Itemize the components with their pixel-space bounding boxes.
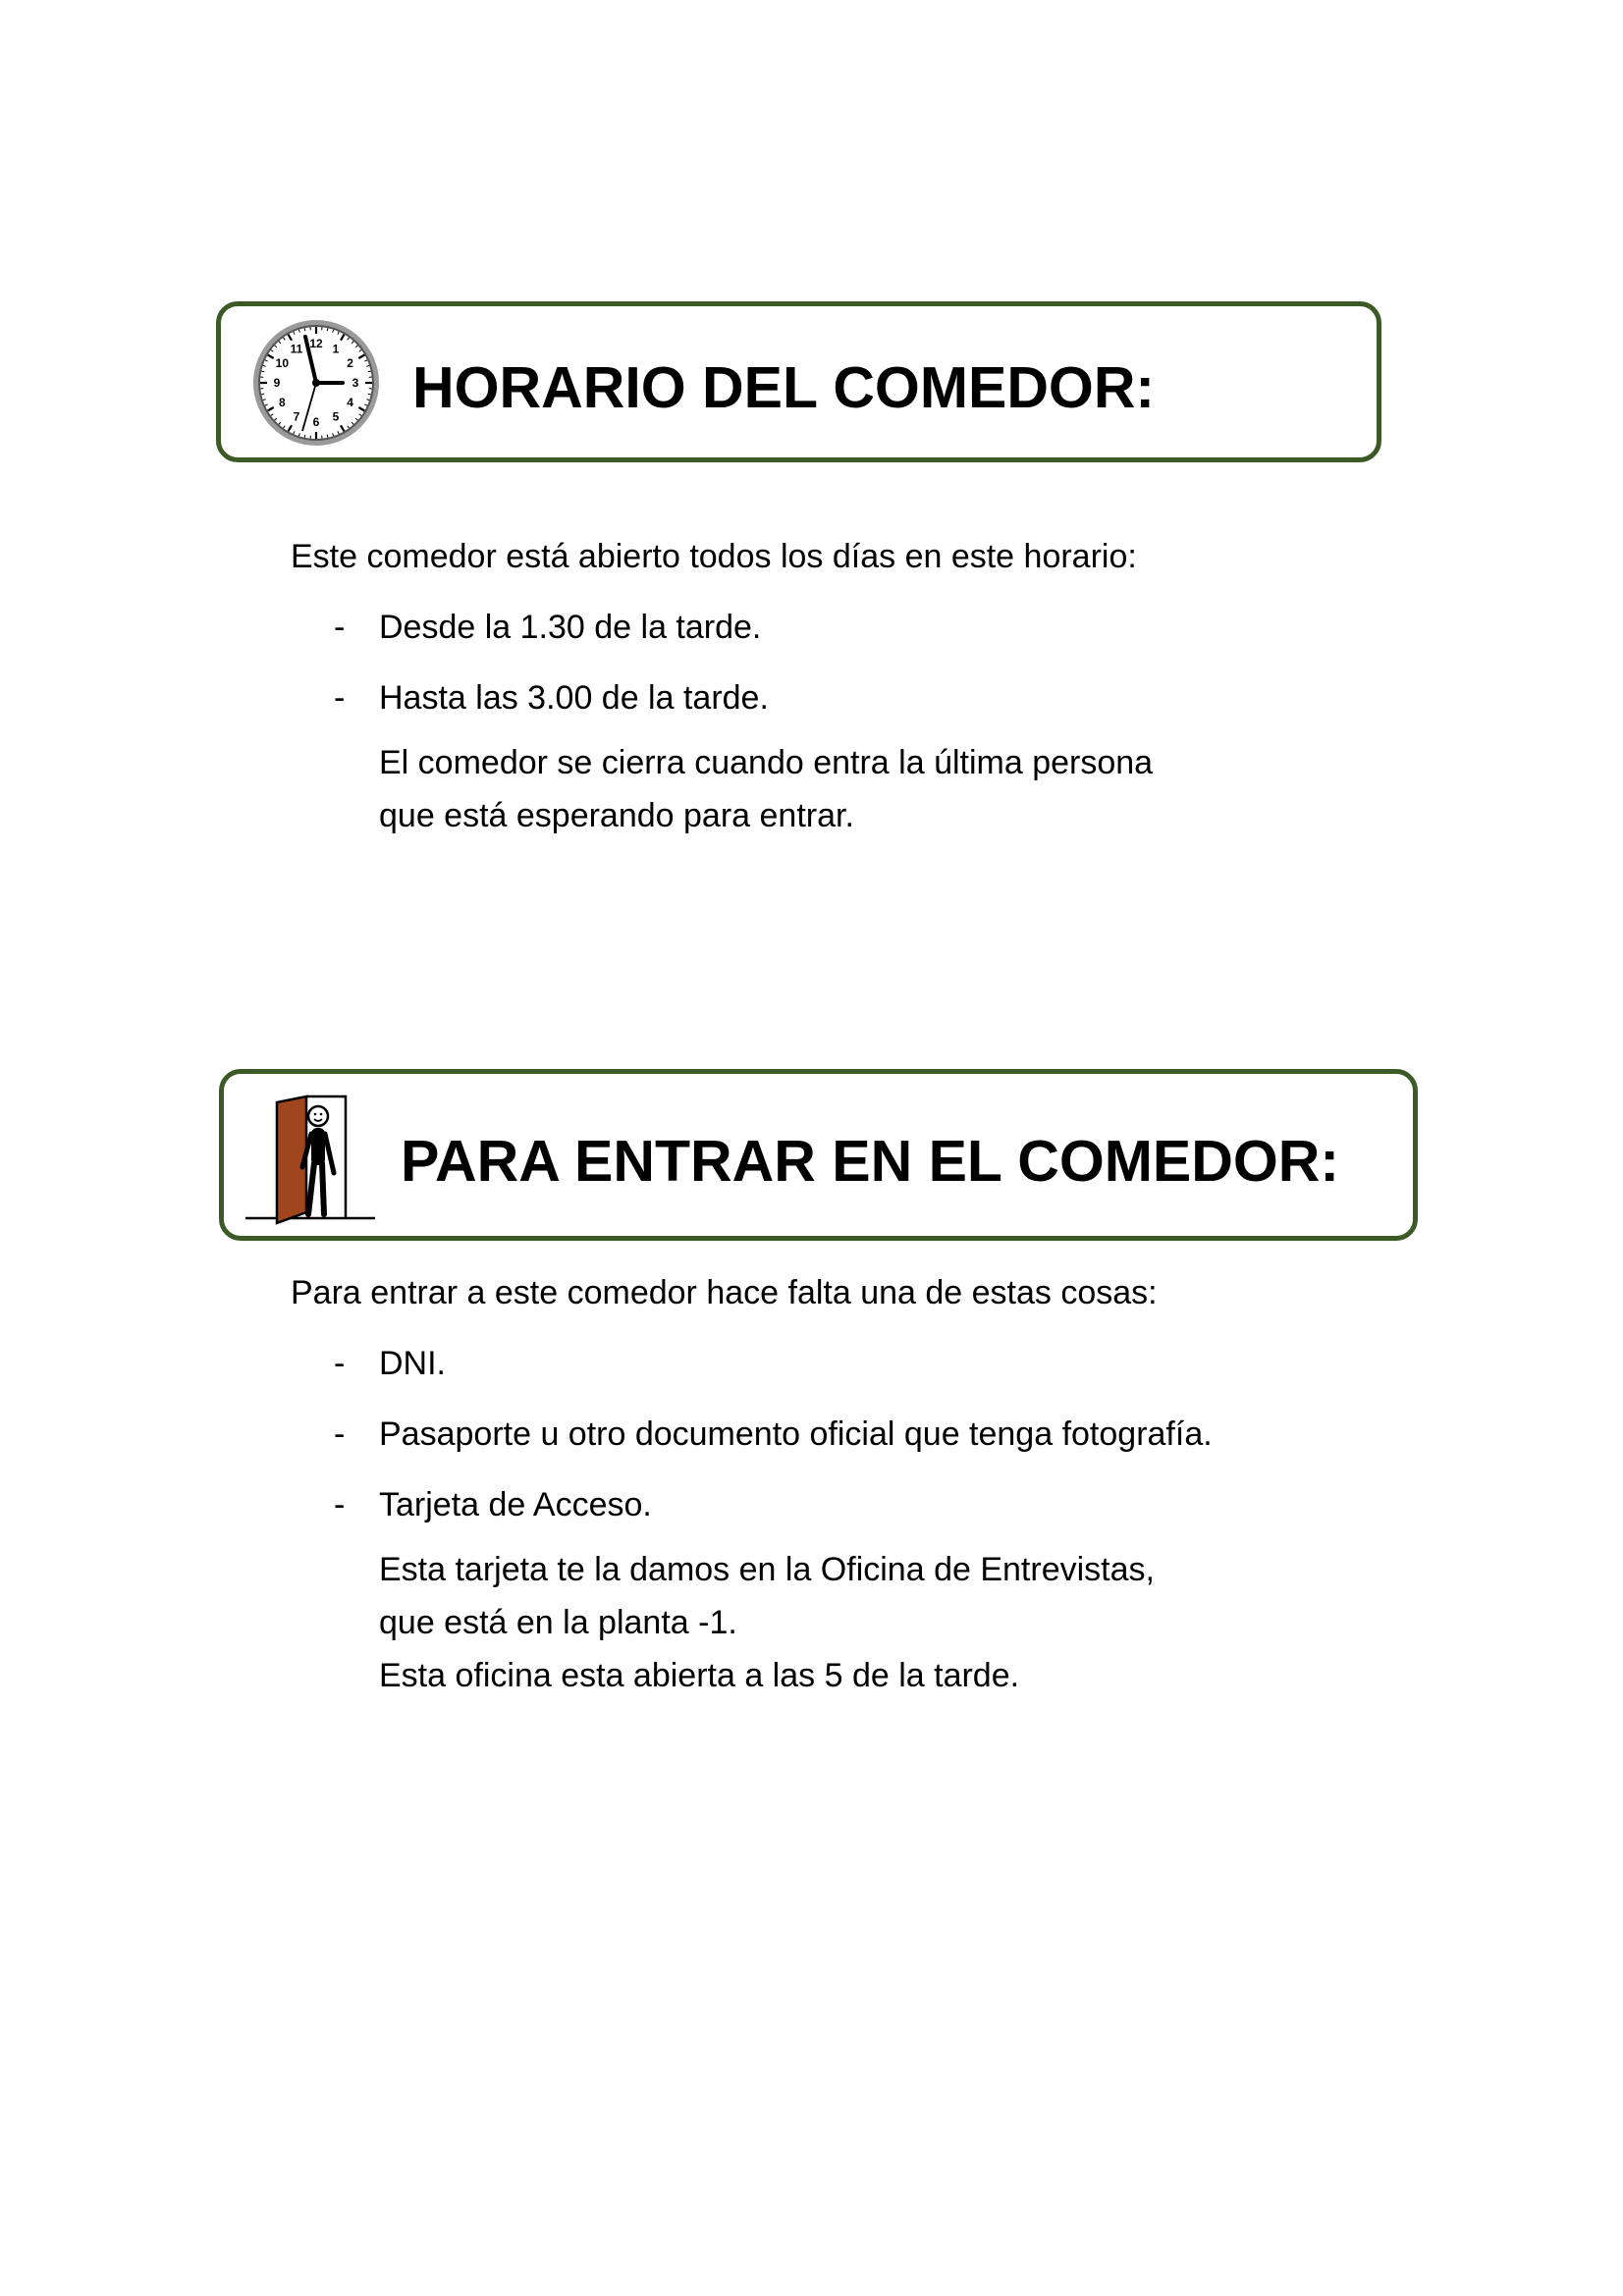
note-line: Esta oficina esta abierta a las 5 de la tarde. — [379, 1657, 1020, 1694]
bullet-marker: - — [334, 1486, 346, 1523]
list-item — [291, 671, 1371, 724]
list-item-text: Desde la 1.30 de la tarde. — [379, 609, 762, 646]
bullet-marker: - — [334, 609, 346, 646]
clock-numeral: 11 — [290, 342, 303, 356]
list-item-text: DNI. — [379, 1345, 446, 1382]
clock-numeral: 10 — [275, 356, 290, 370]
note — [291, 1543, 1371, 1702]
header-box-entrar — [219, 1069, 1418, 1241]
clock-tick — [304, 435, 305, 438]
list-item-text: Hasta las 3.00 de la tarde. — [379, 679, 769, 717]
list-item — [291, 1478, 1371, 1531]
list-item — [291, 1408, 1371, 1461]
bullet-marker: - — [334, 1345, 346, 1382]
clock-tick — [304, 328, 305, 331]
clock-numeral: 9 — [273, 376, 281, 390]
clock-numeral: 6 — [312, 415, 320, 429]
clock-tick — [327, 435, 328, 438]
bullet-marker: - — [334, 1415, 346, 1453]
list-item-text: Tarjeta de Acceso. — [379, 1486, 652, 1523]
section-title: PARA ENTRAR EN EL COMEDOR: — [401, 1129, 1340, 1194]
section-entrar-body — [291, 1266, 1371, 1702]
note-line: Esta tarjeta te la damos en la Oficina de Entrevistas, — [379, 1551, 1155, 1588]
clock-numeral: 7 — [293, 409, 300, 424]
clock-tick — [261, 394, 264, 395]
clock-numeral: 2 — [347, 356, 353, 370]
clock-icon — [250, 317, 382, 449]
intro-text: Para entrar a este comedor hace falta una de estas cosas: — [291, 1274, 1158, 1311]
clock-tick — [368, 394, 371, 395]
section-title: HORARIO DEL COMEDOR: — [412, 355, 1156, 420]
clock-tick — [368, 371, 371, 372]
note — [291, 736, 1371, 842]
clock-tick — [327, 328, 328, 331]
clock-numeral: 12 — [309, 337, 323, 350]
clock-tick — [261, 371, 264, 372]
header-box-horario — [216, 301, 1381, 462]
note-line: El comedor se cierra cuando entra la última persona — [379, 744, 1154, 781]
list-item-text: Pasaporte u otro documento oficial que tenga fotografía. — [379, 1415, 1213, 1453]
person-entering-door-icon — [245, 1089, 375, 1226]
clock-numeral: 1 — [332, 342, 340, 356]
section-horario-body — [291, 530, 1371, 842]
clock-numeral: 3 — [352, 376, 359, 390]
list-item — [291, 601, 1371, 654]
bullet-marker: - — [334, 679, 346, 717]
list-item — [291, 1337, 1371, 1390]
intro-text: Este comedor está abierto todos los días en este horario: — [291, 538, 1137, 575]
clock-numeral: 4 — [347, 396, 353, 409]
clock-numeral: 8 — [279, 396, 286, 409]
note-line: que está en la planta -1. — [379, 1604, 737, 1641]
note-line: que está esperando para entrar. — [379, 797, 854, 834]
clock-numeral: 5 — [332, 409, 340, 424]
